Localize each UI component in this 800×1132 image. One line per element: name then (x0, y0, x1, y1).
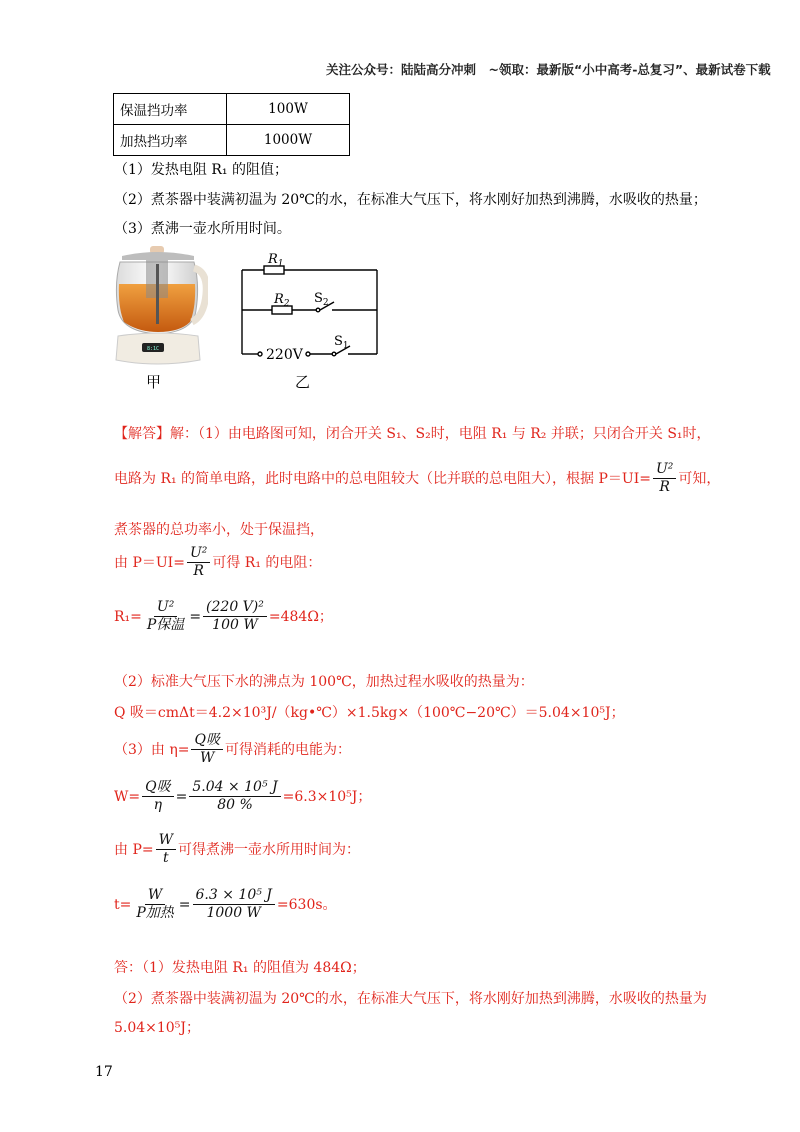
s2-label: $S_2$ (314, 291, 329, 308)
solution-line-2: 电路为 R₁ 的简单电路，此时电路中的总电阻较大（比并联的总电阻大），根据 P＝UI= $\frac{\text{U²}}{R}$ 可知， (114, 461, 721, 496)
solution-line-5: R₁= $\frac{\text{U²}}{\text{P保温}}$ = $\frac{\text{(220 V)²}}{100 W}$ =484Ω； (114, 599, 333, 634)
kettle-image (108, 244, 208, 370)
solution-line-7: Q 吸＝cmΔt＝4.2×10³J/（kg•℃）×1.5kg×（100℃−20℃）＝5.04×10⁵J； (114, 705, 625, 721)
answer-line-1: 答：（1）发热电阻 R₁ 的阻值为 484Ω； (114, 960, 366, 976)
solution-line-10: 由 P= $\frac{W}{t}$ 可得煮沸一壶水所用时间为： (114, 832, 360, 867)
solution-line-4: 由 P＝UI= $\frac{\text{U²}}{R}$ 可得 R₁ 的电阻： (114, 545, 322, 580)
formula-qxi-over-w: $\frac{\text{Q吸}}{W}$ (191, 733, 222, 767)
solution-line-11: t= $\frac{W}{\text{P加热}}$ = $\frac{\text{6.3 × 10⁵ J}}{1000 W}$ =630s。 (114, 887, 337, 922)
solution-line-8: （3）由 η= $\frac{\text{Q吸}}{W}$ 可得消耗的电能为： (114, 732, 351, 767)
formula-504-over-80: $\frac{\text{5.04 × 10⁵ J}}{80 \%}$ (189, 780, 280, 814)
table-row (114, 94, 350, 125)
figure-label-yi: 乙 (295, 373, 311, 391)
answer-line-2: （2）煮茶器中装满初温为 20℃的水，在标准大气压下，将水刚好加热到沸腾，水吸收的热量为 (114, 991, 707, 1007)
solution-line-1: 【解答】解：（1）由电路图可知，闭合开关 S₁、S₂时，电阻 R₁ 与 R₂ 并联；只闭合开关 S₁时， (114, 426, 711, 442)
solution-line-9: W= $\frac{\text{Q吸}}{\eta}$ = $\frac{\text{5.04 × 10⁵ J}}{80 \%}$ =6.3×10⁵J； (114, 779, 372, 814)
solution-line-6: （2）标准大气压下水的沸点为 100℃，加热过程水吸收的热量为： (114, 674, 534, 690)
formula-63-over-1000: $\frac{\text{6.3 × 10⁵ J}}{1000 W}$ (193, 888, 275, 922)
page-number: 17 (95, 1064, 113, 1080)
answer-line-3: 5.04×10⁵J； (114, 1020, 200, 1036)
formula-u2-over-r: $\frac{\text{U²}}{R}$ (653, 462, 676, 496)
table-row (114, 125, 350, 156)
formula-qxi-over-eta: $\frac{\text{Q吸}}{\eta}$ (142, 780, 173, 814)
formula-w-over-t: $\frac{W}{t}$ (156, 833, 176, 867)
circuit-diagram (236, 246, 384, 366)
s1-label: $S_1$ (334, 334, 349, 351)
question-1: （1）发热电阻 R₁ 的阻值； (114, 162, 288, 178)
voltage-label: 220V (266, 347, 303, 363)
table-cell: 加热挡功率 (114, 125, 227, 156)
question-2: （2）煮茶器中装满初温为 20℃的水，在标准大气压下，将水刚好加热到沸腾，水吸收的热量； (114, 192, 707, 208)
figure-label-jia: 甲 (146, 373, 162, 391)
solution-line-3: 煮茶器的总功率小，处于保温挡， (114, 522, 324, 538)
table-cell: 1000W (227, 125, 350, 156)
r2-label: $R_2$ (274, 292, 290, 309)
kettle-display: 8:1C (146, 346, 160, 352)
table-cell: 保温挡功率 (114, 94, 227, 125)
table-cell: 100W (227, 94, 350, 125)
formula-u2-over-r: $\frac{\text{U²}}{R}$ (187, 546, 210, 580)
r1-label: $R_1$ (268, 252, 284, 269)
power-table (113, 93, 350, 156)
page-header: 关注公众号：陆陆高分冲刺 ~领取：最新版“小中高考-总复习”、最新试卷下载 (326, 62, 771, 77)
formula-u2-over-pbao: $\frac{\text{U²}}{\text{P保温}}$ (146, 599, 185, 634)
question-3: （3）煮沸一壶水所用时间。 (114, 221, 291, 237)
formula-220-over-100: $\frac{\text{(220 V)²}}{100 W}$ (203, 600, 267, 634)
formula-w-over-pjia: $\frac{W}{\text{P加热}}$ (136, 887, 174, 922)
